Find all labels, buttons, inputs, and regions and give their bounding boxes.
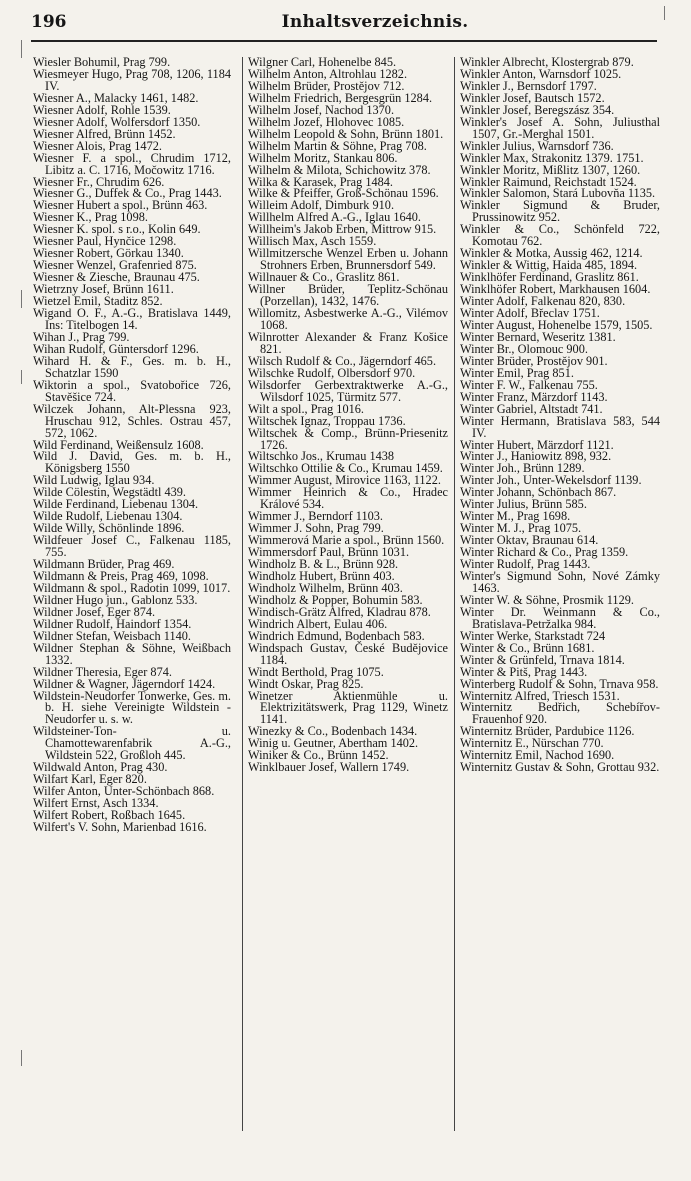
index-entry: Wilfert's V. Sohn, Marienbad 1616. [33,820,207,834]
index-entry: Wildsteiner-Ton- u. Chamottewarenfabrik A.-G., Wildstein 522, Großloh 445. [33,724,231,763]
index-entry: Willheim's Jakob Erben, Mittrow 915. [248,222,437,237]
index-entry: Winter F. W., Falkenau 755. [460,377,598,392]
index-entry: Wiesner Robert, Görkau 1340. [33,246,184,261]
index-entry: Winter Brüder, Prostějov 901. [460,353,608,368]
index-entry: Wilczek Johann, Alt-Plessna 923, Hruschau 912, Schles. Ostrau 457, 572, 1062. [33,401,231,440]
index-entry: Wilhelm Martin & Söhne, Prag 708. [248,138,427,153]
index-entry: Wiesner Paul, Hynčice 1298. [33,234,177,249]
index-entry: Winkler & Co., Schönfeld 722, Komotau 762. [460,222,660,249]
index-entry: Wild Ferdinand, Weißensulz 1608. [33,437,204,452]
index-entry: Winkler Max, Strakonitz 1379. 1751. [460,150,644,165]
index-entry: Wiltschek & Comp., Brünn-Priesenitz 1726. [248,425,448,452]
index-entry: Windt Berthold, Prag 1075. [248,664,384,679]
index-entry: Winkler Josef, Bautsch 1572. [460,90,605,105]
index-entry: Wild J. David, Ges. m. b. H., Königsberg 1550 [33,449,231,476]
index-entry: Winkler Albrecht, Klostergrab 879. [460,55,634,69]
index-entry: Wilfer Anton, Unter-Schönbach 868. [33,784,215,799]
index-entry: Wihard H. & F., Ges. m. b. H., Schatzlar 1590 [33,353,231,380]
index-entry: Wildner Josef, Eger 874. [33,604,156,619]
index-entry: Wiesner Alois, Prag 1472. [33,138,162,153]
index-entry: Winter Adolf, Břeclav 1751. [460,306,600,321]
index-entry: Windholz B. & L., Brünn 928. [248,557,399,572]
index-entry: Wilsdorfer Gerbextraktwerke A.-G., Wilsdorf 1025, Türmitz 577. [248,377,448,404]
index-entry: Wildwald Anton, Prag 430. [33,760,168,775]
index-entry: Winternitz E., Nürschan 770. [460,736,604,751]
index-entry: Wimmer J., Berndorf 1103. [248,509,383,524]
index-entry: Wiesner Alfred, Brünn 1452. [33,126,176,141]
index-entry: Winter Adolf, Falkenau 820, 830. [460,294,626,309]
index-entry: Winter Bernard, Weseritz 1381. [460,329,616,344]
index-entry: Wildner Rudolf, Haindorf 1354. [33,616,192,631]
index-entry: Wilhelm & Milota, Schichowitz 378. [248,162,431,177]
page-header [0,0,691,42]
index-entry: Wiltschek Ignaz, Troppau 1736. [248,413,406,428]
margin-mark [21,370,22,384]
index-entry: Wilhelm Brüder, Prostějov 712. [248,78,405,93]
index-entry: Wilhelm Anton, Altrohlau 1282. [248,66,408,81]
index-entry: Wilde Ferdinand, Liebenau 1304. [33,497,199,512]
index-entry: Winternitz Brüder, Pardubice 1126. [460,724,635,739]
index-entry: Winter J., Haniowitz 898, 932. [460,449,612,464]
index-entry: Wilhelm Josef, Nachod 1370. [248,102,395,117]
index-entry: Winter Franz, Märzdorf 1143. [460,389,608,404]
index-entry: Wimmerová Marie a spol., Brünn 1560. [248,533,445,548]
index-entry: Wilde Willy, Schönlinde 1896. [33,521,185,536]
index-entry: Willisch Max, Asch 1559. [248,234,377,249]
index-entry: Wilhelm Moritz, Stankau 806. [248,150,398,165]
index-entry: Wilnrotter Alexander & Franz Košice 821. [248,329,448,356]
index-entry: Wiesmeyer Hugo, Prag 708, 1206, 1184 IV. [33,66,231,93]
index-entry: Winterberg Rudolf & Sohn, Trnava 958. [460,676,659,691]
index-entry: Winter Hermann, Bratislava 583, 544 IV. [460,413,660,440]
index-entry: Wiesner F. a spol., Chrudim 1712, Libitz a. C. 1716, Močowitz 1716. [33,150,231,177]
index-entry: Wildner & Wagner, Jägerndorf 1424. [33,676,216,691]
index-entry: Winter Hubert, Märzdorf 1121. [460,437,614,452]
index-entry: Winklhöfer Ferdinand, Graslitz 861. [460,270,639,285]
index-column-1 [33,57,231,834]
index-entry: Windholz & Popper, Bohumin 583. [248,592,423,607]
index-entry: Winetzer Aktienmühle u. Elektrizitätswerk, Prag 1129, Winetz 1141. [248,688,448,727]
index-entry: Winkler's Josef A. Sohn, Juliusthal 1507, Gr.-Merghal 1501. [460,114,660,141]
page-title: Inhaltsverzeichnis. [281,12,469,32]
index-entry: Wilfart Karl, Eger 820. [33,772,147,787]
index-entry: Windrich Albert, Eulau 406. [248,616,388,631]
index-entry: Wilde Rudolf, Liebenau 1304. [33,509,183,524]
index-entry: Windt Oskar, Prag 825. [248,676,364,691]
index-entry: Wilschke Rudolf, Olbersdorf 970. [248,365,416,380]
column-divider [454,57,455,1131]
index-entry: Winkler Salomon, Stará Lubovňa 1135. [460,186,656,201]
index-entry: Wietzel Emil, Staditz 852. [33,294,163,309]
index-entry: Winternitz Emil, Nachod 1690. [460,748,615,763]
index-entry: Wimmer Heinrich & Co., Hradec Králové 534. [248,485,448,512]
index-entry: Windrich Edmund, Bodenbach 583. [248,628,425,643]
index-entry: Willhelm Alfred A.-G., Iglau 1640. [248,210,421,225]
index-entry: Wildmann & Preis, Prag 469, 1098. [33,568,209,583]
margin-mark [21,290,22,308]
index-entry: Winter M. J., Prag 1075. [460,521,582,536]
index-entry: Wildfeuer Josef C., Falkenau 1185, 755. [33,533,231,560]
index-entry: Winter Rudolf, Prag 1443. [460,557,591,572]
index-entry: Wihan Rudolf, Güntersdorf 1296. [33,341,199,356]
index-entry: Wihan J., Prag 799. [33,329,130,344]
index-entry: Wiesner & Ziesche, Braunau 475. [33,270,200,285]
index-entry: Wimmer August, Mirovice 1163, 1122. [248,473,441,488]
index-entry: Willner Brüder, Teplitz-Schönau (Porzellan), 1432, 1476. [248,282,448,309]
index-entry: Wildner Theresia, Eger 874. [33,664,172,679]
index-entry: Winter Richard & Co., Prag 1359. [460,545,629,560]
index-entry: Windholz Wilhelm, Brünn 403. [248,580,403,595]
index-entry: Wiktorin a spol., Svatobořice 726, Stavěšice 724. [33,377,231,404]
index-entry: Wiesner Adolf, Rohle 1539. [33,102,171,117]
index-entry: Winezky & Co., Bodenbach 1434. [248,724,418,739]
index-entry: Winklhöfer Robert, Markhausen 1604. [460,282,651,297]
index-entry: Wiltschko Ottilie & Co., Krumau 1459. [248,461,443,476]
index-entry: Winter August, Hohenelbe 1579, 1505. [460,317,653,332]
index-entry: Winter Johann, Schönbach 867. [460,485,617,500]
index-entry: Willmitzersche Wenzel Erben u. Johann Strohners Erben, Brunnersdorf 549. [248,246,448,273]
index-entry: Winter Br., Olomouc 900. [460,341,588,356]
index-entry: Winter Joh., Unter-Wekelsdorf 1139. [460,473,642,488]
index-entry: Wimmersdorf Paul, Brünn 1031. [248,545,410,560]
page-number: 196 [31,12,67,32]
index-entry: Wilfert Robert, Roßbach 1645. [33,808,186,823]
index-column-3 [460,57,660,774]
index-entry: Wilka & Karasek, Prag 1484. [248,174,393,189]
index-entry: Wiesner Fr., Chrudim 626. [33,174,165,189]
index-entry: Wilgner Carl, Hohenelbe 845. [248,55,397,69]
index-entry: Wiesner K., Prag 1098. [33,210,148,225]
index-entry: Winkler & Motka, Aussig 462, 1214. [460,246,643,261]
index-entry: Wildner Stefan, Weisbach 1140. [33,628,191,643]
index-entry: Wiesner G., Duffek & Co., Prag 1443. [33,186,222,201]
index-entry: Wiesner K. spol. s r.o., Kolin 649. [33,222,201,237]
index-entry: Wiesner Adolf, Wolfersdorf 1350. [33,114,201,129]
column-divider [242,57,243,1131]
index-entry: Winter Oktav, Braunau 614. [460,533,599,548]
index-entry: Winter & Grünfeld, Trnava 1814. [460,652,625,667]
index-entry: Winter Joh., Brünn 1289. [460,461,585,476]
margin-mark [21,1050,22,1066]
index-entry: Wilde Cölestin, Wegstädtl 439. [33,485,187,500]
index-entry: Winkler Anton, Warnsdorf 1025. [460,66,622,81]
index-entry: Wilhelm Leopold & Sohn, Brünn 1801. [248,126,444,141]
index-entry: Wiesler Bohumil, Prag 799. [33,55,171,69]
index-entry: Wildner Hugo jun., Gablonz 533. [33,592,198,607]
index-entry: Winiker & Co., Brünn 1452. [248,748,389,763]
index-entry: Winkler Josef, Beregszász 354. [460,102,615,117]
index-entry: Willnauer & Co., Graslitz 861. [248,270,400,285]
index-entry: Winternitz Alfred, Triesch 1531. [460,688,620,703]
index-entry: Winter W. & Söhne, Prosmik 1129. [460,592,634,607]
index-entry: Wiesner Wenzel, Grafenried 875. [33,258,197,273]
index-entry: Winternitz Bedřich, Schebířov-Frauenhof 920. [460,700,660,727]
index-entry: Winter Werke, Starkstadt 724 [460,628,606,643]
index-entry: Winkler Raimund, Reichstadt 1524. [460,174,637,189]
index-entry: Wilke & Pfeiffer, Groß-Schönau 1596. [248,186,439,201]
index-entry: Winter & Co., Brünn 1681. [460,640,595,655]
index-entry: Winklbauer Josef, Wallern 1749. [248,760,410,775]
header-rule [31,40,657,42]
index-entry: Winter M., Prag 1698. [460,509,571,524]
index-entry: Winter Julius, Brünn 585. [460,497,587,512]
index-entry: Winkler Moritz, Mißlitz 1307, 1260. [460,162,641,177]
index-entry: Winter & Pitš, Prag 1443. [460,664,588,679]
index-entry: Winternitz Gustav & Sohn, Grottau 932. [460,760,660,775]
index-entry: Windspach Gustav, České Budějovice 1184. [248,640,448,667]
index-entry: Winig u. Geutner, Abertham 1402. [248,736,419,751]
index-entry: Winkler Sigmund & Bruder, Prussinowitz 952. [460,198,660,225]
index-entry: Wilfert Ernst, Asch 1334. [33,796,159,811]
index-entry: Winkler Julius, Warnsdorf 736. [460,138,614,153]
index-entry: Wildmann & spol., Radotin 1099, 1017. [33,580,231,595]
index-entry: Winter Dr. Weinmann & Co., Bratislava-Petržalka 984. [460,604,660,631]
index-entry: Wietrzny Josef, Brünn 1611. [33,282,174,297]
index-column-2 [248,57,448,774]
index-entry: Winter Gabriel, Altstadt 741. [460,401,603,416]
index-entry: Windisch-Grätz Alfred, Kladrau 878. [248,604,431,619]
index-entry: Wildmann Brüder, Prag 469. [33,557,175,572]
index-entry: Winter's Sigmund Sohn, Nové Zámky 1463. [460,568,660,595]
index-entry: Wilt a spol., Prag 1016. [248,401,364,416]
margin-mark [21,40,22,58]
index-entry: Wildner Stephan & Söhne, Weißbach 1332. [33,640,231,667]
index-entry: Wilsch Rudolf & Co., Jägerndorf 465. [248,353,437,368]
index-entry: Wiesner Hubert a spol., Brünn 463. [33,198,208,213]
index-entry: Wildstein-Neudorfer Tonwerke, Ges. m. b. H. siehe Vereinigte Wildstein - Neudorfer u. s. w. [33,688,231,727]
index-entry: Wiesner A., Malacky 1461, 1482. [33,90,199,105]
index-entry: Wigand O. F., A.-G., Bratislava 1449, Ins: Titelbogen 14. [33,306,231,332]
index-entry: Wilhelm Friedrich, Bergesgrün 1284. [248,90,433,105]
index-entry: Wiltschko Jos., Krumau 1438 [248,449,395,464]
index-entry: Winkler & Wittig, Haida 485, 1894. [460,258,638,273]
index-entry: Wimmer J. Sohn, Prag 799. [248,521,384,536]
index-entry: Winter Emil, Prag 851. [460,365,574,380]
index-entry: Wild Ludwig, Iglau 934. [33,473,155,488]
index-entry: Willeim Adolf, Dimburk 910. [248,198,395,213]
margin-mark [664,6,665,20]
index-entry: Willomitz, Asbestwerke A.-G., Vilémov 1068. [248,306,448,332]
index-entry: Winkler J., Bernsdorf 1797. [460,78,597,93]
index-entry: Windholz Hubert, Brünn 403. [248,568,395,583]
index-entry: Wilhelm Jozef, Hlohovec 1085. [248,114,405,129]
